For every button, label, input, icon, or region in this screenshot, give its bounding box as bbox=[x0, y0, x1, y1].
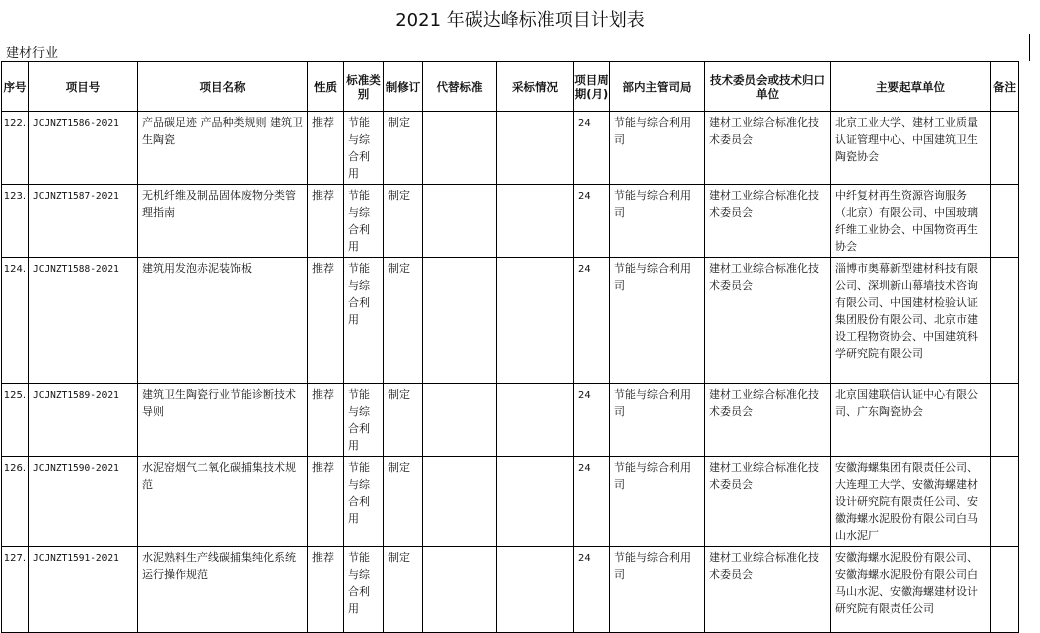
revision-type-cell: 制定 bbox=[384, 112, 423, 185]
project-name-cell: 无机纤维及制品固体废物分类管理指南 bbox=[138, 185, 308, 258]
col-header-dept: 部内主管司局 bbox=[610, 62, 705, 112]
project-code-cell: JCJNZT1589-2021 bbox=[29, 384, 138, 457]
col-header-type: 制修订 bbox=[384, 62, 423, 112]
standard-category-cell: 节能与综合利用 bbox=[344, 185, 384, 258]
industry-label: 建材行业 bbox=[6, 46, 59, 61]
adoption-status-cell bbox=[497, 185, 574, 258]
col-header-nature: 性质 bbox=[308, 62, 344, 112]
project-code-cell: JCJNZT1587-2021 bbox=[29, 185, 138, 258]
main-drafter-cell: 安徽海螺集团有限责任公司、大连理工大学、安徽海螺建材设计研究院有限责任公司、安徽海螺水泥股份有限公司白马山水泥厂 bbox=[831, 457, 991, 547]
row-number-cell: 123. bbox=[2, 185, 29, 258]
project-name-cell: 产品碳足迹 产品种类规则 建筑卫生陶瓷 bbox=[138, 112, 308, 185]
technical-committee-cell: 建材工业综合标准化技术委员会 bbox=[705, 258, 831, 384]
project-name-cell: 水泥熟料生产线碳捕集纯化系统运行操作规范 bbox=[138, 547, 308, 633]
remark-cell bbox=[991, 185, 1019, 258]
table-row bbox=[2, 457, 1019, 547]
header-row bbox=[2, 62, 1019, 112]
main-drafter-cell: 淄博市奥幕新型建材科技有限公司、深圳新山幕墙技术咨询有限公司、中国建材检验认证集团股份有限公司、北京市建设工程物资协会、中国建筑科学研究院有限公司 bbox=[831, 258, 991, 384]
table-row bbox=[2, 384, 1019, 457]
table-row bbox=[2, 112, 1019, 185]
col-header-no: 序号 bbox=[2, 62, 29, 112]
revision-type-cell: 制定 bbox=[384, 384, 423, 457]
project-cycle-cell: 24 bbox=[574, 258, 610, 384]
table-row bbox=[2, 258, 1019, 384]
adoption-status-cell bbox=[497, 112, 574, 185]
main-drafter-cell: 安徽海螺水泥股份有限公司、安徽海螺水泥股份有限公司白马山水泥、安徽海螺建材设计研究院有限责任公司 bbox=[831, 547, 991, 633]
replaced-standard-cell bbox=[423, 112, 497, 185]
table-row bbox=[2, 185, 1019, 258]
table-row bbox=[2, 547, 1019, 633]
project-code-cell: JCJNZT1590-2021 bbox=[29, 457, 138, 547]
remark-cell bbox=[991, 384, 1019, 457]
col-header-replace: 代替标准 bbox=[423, 62, 497, 112]
revision-type-cell: 制定 bbox=[384, 258, 423, 384]
project-nature-cell: 推荐 bbox=[308, 457, 344, 547]
divider bbox=[1029, 34, 1030, 61]
adoption-status-cell bbox=[497, 457, 574, 547]
page-title: 2021 年碳达峰标准项目计划表 bbox=[395, 10, 645, 31]
col-header-drafter: 主要起草单位 bbox=[831, 62, 991, 112]
replaced-standard-cell bbox=[423, 258, 497, 384]
row-number-cell: 124. bbox=[2, 258, 29, 384]
technical-committee-cell: 建材工业综合标准化技术委员会 bbox=[705, 384, 831, 457]
technical-committee-cell: 建材工业综合标准化技术委员会 bbox=[705, 185, 831, 258]
adoption-status-cell bbox=[497, 258, 574, 384]
adoption-status-cell bbox=[497, 547, 574, 633]
responsible-dept-cell: 节能与综合利用司 bbox=[610, 384, 705, 457]
col-header-committee: 技术委员会或技术归口单位 bbox=[705, 62, 831, 112]
technical-committee-cell: 建材工业综合标准化技术委员会 bbox=[705, 547, 831, 633]
col-header-code: 项目号 bbox=[29, 62, 138, 112]
remark-cell bbox=[991, 547, 1019, 633]
remark-cell bbox=[991, 457, 1019, 547]
responsible-dept-cell: 节能与综合利用司 bbox=[610, 112, 705, 185]
project-code-cell: JCJNZT1591-2021 bbox=[29, 547, 138, 633]
revision-type-cell: 制定 bbox=[384, 457, 423, 547]
project-cycle-cell: 24 bbox=[574, 185, 610, 258]
main-drafter-cell: 中纤复材再生资源咨询服务（北京）有限公司、中国玻璃纤维工业协会、中国物资再生协会 bbox=[831, 185, 991, 258]
replaced-standard-cell bbox=[423, 547, 497, 633]
col-header-category: 标准类别 bbox=[344, 62, 384, 112]
col-header-adopt: 采标情况 bbox=[497, 62, 574, 112]
project-nature-cell: 推荐 bbox=[308, 185, 344, 258]
col-header-remark: 备注 bbox=[991, 62, 1019, 112]
standards-table bbox=[1, 61, 1019, 633]
main-drafter-cell: 北京工业大学、建材工业质量认证管理中心、中国建筑卫生陶瓷协会 bbox=[831, 112, 991, 185]
project-cycle-cell: 24 bbox=[574, 112, 610, 185]
project-cycle-cell: 24 bbox=[574, 384, 610, 457]
project-cycle-cell: 24 bbox=[574, 547, 610, 633]
remark-cell bbox=[991, 258, 1019, 384]
standard-category-cell: 节能与综合利用 bbox=[344, 112, 384, 185]
adoption-status-cell bbox=[497, 384, 574, 457]
replaced-standard-cell bbox=[423, 384, 497, 457]
responsible-dept-cell: 节能与综合利用司 bbox=[610, 258, 705, 384]
row-number-cell: 127. bbox=[2, 547, 29, 633]
project-name-cell: 建筑卫生陶瓷行业节能诊断技术导则 bbox=[138, 384, 308, 457]
responsible-dept-cell: 节能与综合利用司 bbox=[610, 457, 705, 547]
row-number-cell: 122. bbox=[2, 112, 29, 185]
project-nature-cell: 推荐 bbox=[308, 258, 344, 384]
project-cycle-cell: 24 bbox=[574, 457, 610, 547]
standard-category-cell: 节能与综合利用 bbox=[344, 457, 384, 547]
revision-type-cell: 制定 bbox=[384, 185, 423, 258]
project-code-cell: JCJNZT1588-2021 bbox=[29, 258, 138, 384]
standard-category-cell: 节能与综合利用 bbox=[344, 547, 384, 633]
project-nature-cell: 推荐 bbox=[308, 384, 344, 457]
replaced-standard-cell bbox=[423, 457, 497, 547]
revision-type-cell: 制定 bbox=[384, 547, 423, 633]
project-name-cell: 建筑用发泡赤泥装饰板 bbox=[138, 258, 308, 384]
project-code-cell: JCJNZT1586-2021 bbox=[29, 112, 138, 185]
project-nature-cell: 推荐 bbox=[308, 547, 344, 633]
project-nature-cell: 推荐 bbox=[308, 112, 344, 185]
main-drafter-cell: 北京国建联信认证中心有限公司、广东陶瓷协会 bbox=[831, 384, 991, 457]
standard-category-cell: 节能与综合利用 bbox=[344, 258, 384, 384]
standard-category-cell: 节能与综合利用 bbox=[344, 384, 384, 457]
technical-committee-cell: 建材工业综合标准化技术委员会 bbox=[705, 112, 831, 185]
row-number-cell: 126. bbox=[2, 457, 29, 547]
replaced-standard-cell bbox=[423, 185, 497, 258]
row-number-cell: 125. bbox=[2, 384, 29, 457]
project-name-cell: 水泥窑烟气二氧化碳捕集技术规范 bbox=[138, 457, 308, 547]
remark-cell bbox=[991, 112, 1019, 185]
responsible-dept-cell: 节能与综合利用司 bbox=[610, 185, 705, 258]
col-header-name: 项目名称 bbox=[138, 62, 308, 112]
technical-committee-cell: 建材工业综合标准化技术委员会 bbox=[705, 457, 831, 547]
col-header-cycle: 项目周期(月) bbox=[574, 62, 610, 112]
responsible-dept-cell: 节能与综合利用司 bbox=[610, 547, 705, 633]
